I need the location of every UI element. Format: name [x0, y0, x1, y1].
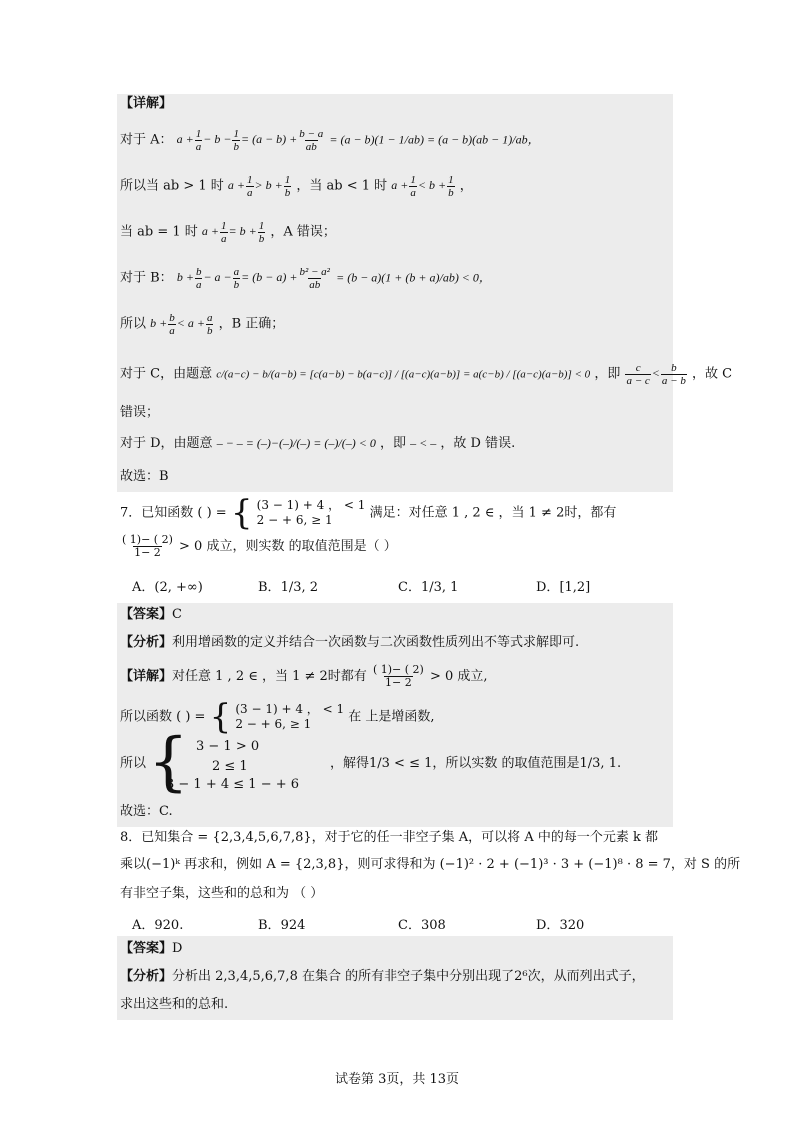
detail-7-line2-tail: 在 上是增函数, — [348, 709, 435, 725]
question-7-option-a: A．(2, +∞) — [132, 580, 203, 595]
answer-value-7: C — [172, 607, 182, 622]
solution-c-line1 — [120, 362, 732, 387]
system-row-1: 3 − 1 > 0 — [196, 739, 260, 754]
solution-a-line3-end: ，A 错误； — [270, 224, 336, 240]
question-7-analysis — [120, 634, 579, 652]
system-tail: ，解得1/3 < ≤ 1，所以实数 的取值范围是1/3, 1. — [330, 756, 622, 771]
question-7-option-d: D．[1,2] — [536, 580, 591, 595]
question-7-stem — [120, 493, 617, 533]
solution-c-prefix: 对于 C，由题意 — [120, 366, 213, 382]
solution-b-line1 — [120, 266, 491, 291]
question-7-detail-line1 — [120, 664, 488, 689]
solution-a-line2-prefix: 所以当 ab > 1 时 — [120, 178, 224, 194]
question-7-choice: 故选：C. — [120, 804, 173, 819]
question-7-stem-line2 — [120, 534, 397, 559]
analysis-text-7: 利用增函数的定义并结合一次函数与二次函数性质列出不等式求解即可. — [172, 635, 580, 650]
question-8-answer — [120, 940, 182, 958]
solution-d-expr: – − – = (–)−(–)/(–) = (–)/(–) < 0 — [216, 436, 376, 450]
solution-b-expr-tail: = (b − a)(1 + (b + a)/ab) < 0， — [336, 270, 491, 285]
question-7-prefix: 7．已知函数 ( ) = — [120, 505, 227, 521]
question-8-analysis-line1 — [120, 968, 645, 986]
solution-c-result: $\frac{c}{a - c}$ < $\frac{b}{a - b}$ — [626, 362, 686, 387]
solution-a-line2 — [120, 174, 473, 199]
solution-a-expr: a + $\frac{1}{a}$ − b − $\frac{1}{b}$ = (a − b) + $\frac{b - a}{ab}$ — [176, 128, 324, 153]
solution-b-prefix: 对于 B： — [120, 270, 173, 286]
question-7-option-b: B．1/3, 2 — [258, 580, 319, 595]
solution-a-line3-expr: a + $\frac{1}{a}$ = b + $\frac{1}{b}$ — [201, 220, 265, 245]
solution-a-line1 — [120, 128, 540, 153]
solution-6-block — [117, 94, 673, 492]
solution-a-line2-expr1: a + $\frac{1}{a}$ > b + $\frac{1}{b}$ — [227, 174, 291, 199]
solution-d-prefix: 对于 D，由题意 — [120, 436, 213, 451]
solution-a-prefix: 对于 A： — [120, 132, 173, 148]
question-8-option-b: B．924 — [258, 918, 306, 933]
detail-7-fraction: $\frac{( 1)- ( 2)}{1- 2}$ — [372, 663, 424, 689]
solution-c-mid: ，即 — [594, 366, 621, 382]
analysis-8-text1: 分析出 2,3,4,5,6,7,8 在集合 的所有非空子集中分别出现了2⁶次，从而列出式子， — [172, 969, 645, 984]
solution-6-choice: 故选：B — [120, 469, 169, 484]
solution-a-line3-prefix: 当 ab = 1 时 — [120, 224, 198, 240]
question-8-line1: 8．已知集合 = {2,3,4,5,6,7,8}，对于它的任一非空子集 A，可以将 A 中的每一个元素 k 都 — [120, 830, 658, 845]
question-8-option-c: C．308 — [398, 918, 446, 933]
solution-b-line2-end: ，B 正确； — [218, 316, 285, 332]
system-row-2: 2 ≤ 1 — [212, 759, 248, 774]
question-7-line2-tail: > 0 成立，则实数 的取值范围是（ ） — [179, 539, 397, 554]
detail-7-line1: 对任意 1 , 2 ∈ ，当 1 ≠ 2时都有 — [172, 669, 367, 684]
question-7-fraction: $\frac{( 1)- ( 2)}{1- 2}$ — [122, 533, 173, 559]
detail-7-line1-tail: > 0 成立, — [429, 669, 488, 684]
solution-d-mid: ，即 — [379, 436, 406, 451]
analysis-label-7: 【分析】 — [120, 635, 173, 650]
question-8-option-a: A．920. — [132, 918, 184, 933]
solution-a-line2-expr2: a + $\frac{1}{a}$ < b + $\frac{1}{b}$ — [391, 174, 454, 199]
detail-7-piecewise: (3 − 1) + 4 ， < 1 2 − + 6, ≥ 1 — [235, 702, 345, 731]
question-7-piecewise — [257, 498, 366, 528]
solution-b-line2-prefix: 所以 — [120, 316, 147, 332]
solution-c-line2: 错误； — [120, 405, 160, 420]
answer-value-8: D — [172, 941, 183, 956]
detail-label-6: 【详解】 — [120, 96, 173, 111]
solution-d-result: – < – — [410, 436, 437, 450]
system-brace: { — [148, 725, 189, 799]
detail-7-line2-prefix: 所以函数 ( ) = — [120, 709, 206, 725]
answer-label-8: 【答案】 — [120, 941, 173, 956]
system-prefix: 所以 — [120, 756, 147, 771]
page-footer: 试卷第 3页，共 13页 — [334, 1072, 460, 1087]
question-8-analysis-line2: 求出这些和的总和. — [120, 997, 229, 1012]
solution-a-line2-end: ， — [459, 178, 473, 194]
question-8-option-d: D．320 — [536, 918, 585, 933]
question-7-answer — [120, 606, 182, 624]
solution-a-line3 — [120, 220, 336, 245]
detail-7-brace: { — [209, 697, 232, 737]
question-7-piece1: (3 − 1) + 4 ， < 1 — [256, 498, 366, 512]
question-7-brace: { — [230, 493, 253, 533]
question-8-line3: 有非空子集，这些和的总和为 （ ） — [120, 886, 324, 901]
solution-d-line — [120, 434, 515, 453]
question-7-mid: 满足：对任意 1 , 2 ∈ ，当 1 ≠ 2时，都有 — [369, 505, 617, 521]
detail-label-7: 【详解】 — [120, 669, 173, 684]
solution-c-end: ，故 C — [691, 366, 733, 382]
analysis-label-8: 【分析】 — [120, 969, 173, 984]
solution-b-line2-expr: b + $\frac{b}{a}$ < a + $\frac{a}{b}$ — [150, 312, 213, 337]
solution-d-end: ，故 D 错误. — [440, 436, 516, 451]
system-row-3: 3 − 1 + 4 ≤ 1 − + 6 — [166, 777, 300, 792]
solution-b-line2 — [120, 312, 284, 337]
solution-b-expr: b + $\frac{b}{a}$ − a − $\frac{a}{b}$ = (b − a) + $\frac{\text{b² − a²}}{ab}$ — [176, 266, 330, 291]
answer-label-7: 【答案】 — [120, 607, 173, 622]
solution-c-expr: c/(a−c) − b/(a−b) = [c(a−b) − b(a−c)] / [(a−c)(a−b)] = a(c−b) / [(a−c)(a−b)] < 0 — [216, 368, 591, 381]
question-8-line2: 乘以(−1)ᵏ 再求和，例如 A = {2,3,8}，则可求得和为 (−1)² · 2 + (−1)³ · 3 + (−1)⁸ · 8 = 7，对 S 的所 — [120, 857, 741, 872]
question-7-option-c: C．1/3, 1 — [398, 580, 459, 595]
question-7-piece2: 2 − + 6, ≥ 1 — [256, 513, 333, 527]
solution-a-line2-mid: ，当 ab < 1 时 — [296, 178, 388, 194]
solution-a-expr-tail: = (a − b)(1 − 1/ab) = (a − b)(ab − 1)/ab， — [329, 132, 540, 147]
